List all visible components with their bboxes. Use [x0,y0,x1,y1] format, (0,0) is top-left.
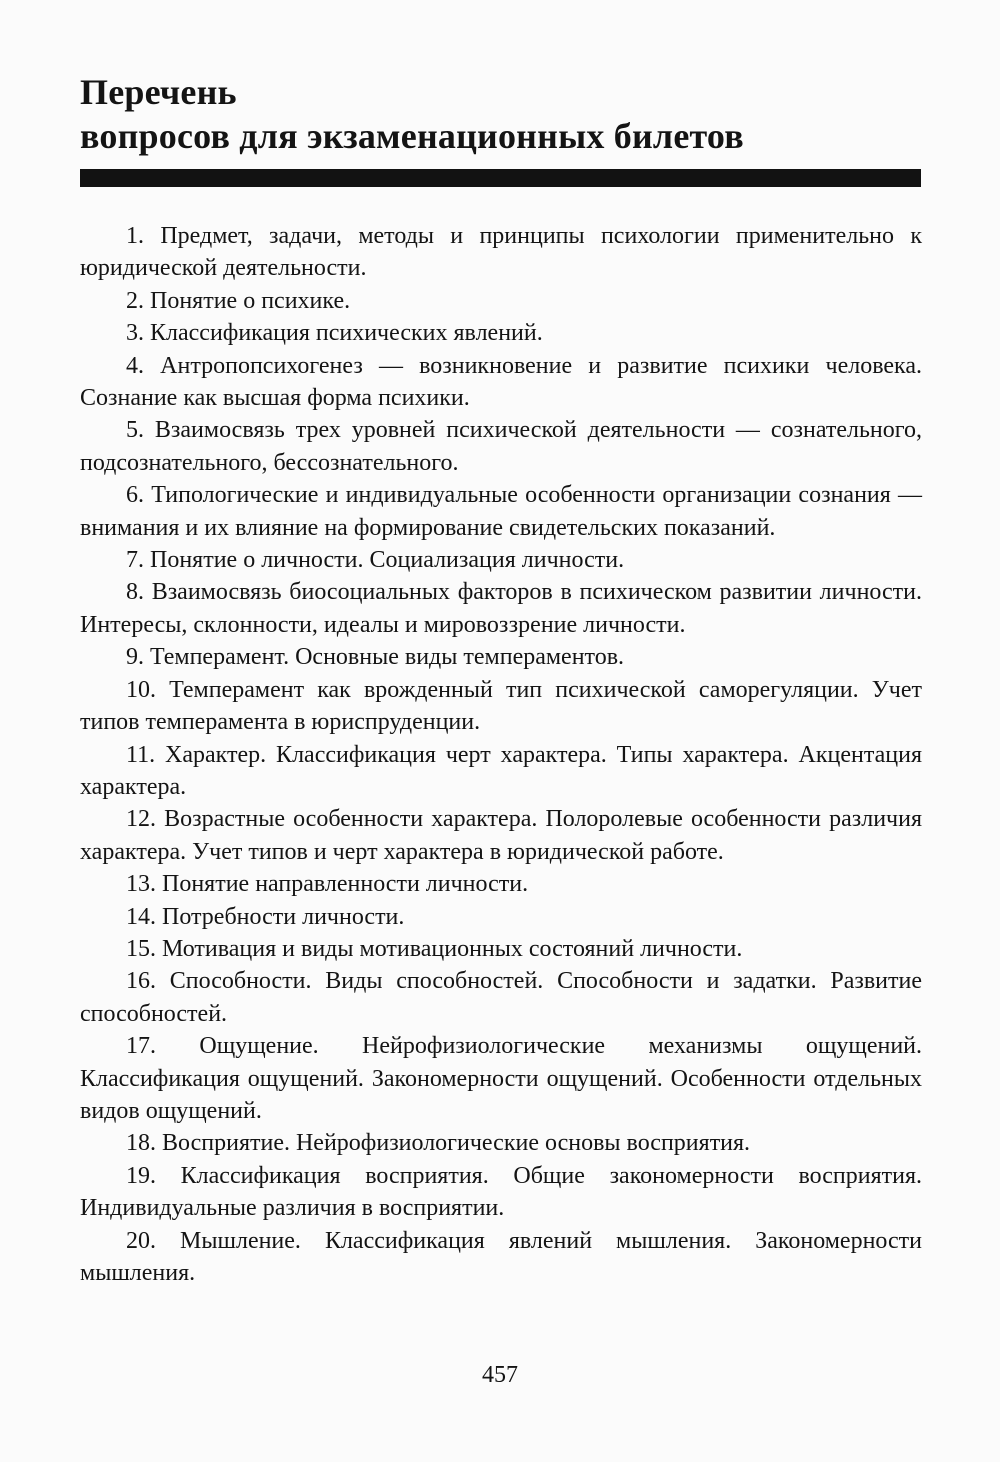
page-title [80,70,920,158]
question-item: 4. Антропопсихогенез — возникновение и развитие психики человека. Сознание как высшая форма психики. [80,352,922,412]
question-item: 15. Мотивация и виды мотивационных состояний личности. [126,935,743,962]
question-item: 1. Предмет, задачи, методы и принципы психологии применительно к юридической деятельности. [80,223,922,282]
question-item: 12. Возрастные особенности характера. Полоролевые особенности различия характера. Учет типов и черт характера в юридической работе. [80,806,922,865]
page-title-line-2: вопросов для экзаменационных билетов [80,116,744,156]
question-item: 2. Понятие о психике. [126,287,351,314]
question-item: 16. Способности. Виды способностей. Способности и задатки. Развитие способностей. [80,968,922,1027]
question-item: 18. Восприятие. Нейрофизиологические основы восприятия. [126,1130,751,1157]
question-item: 8. Взаимосвязь биосоциальных факторов в психическом развитии личности. Интересы, склонности, идеалы и мировоззрение личности. [80,579,922,638]
question-item: 20. Мышление. Классификация явлений мышления. Закономерности мышления. [80,1227,922,1286]
question-item: 9. Темперамент. Основные виды темпераментов. [126,644,625,671]
question-item: 10. Темперамент как врожденный тип психической саморегуляции. Учет типов темперамента в юриспруденции. [80,676,922,736]
question-item: 6. Типологические и индивидуальные особенности организации сознания — внимания и их влияние на формирование свидетельских показаний. [80,482,922,541]
title-divider-bar [80,169,921,187]
question-item: 13. Понятие направленности личности. [126,871,529,898]
question-item: 3. Классификация психических явлений. [126,320,543,347]
question-list [80,220,922,1289]
question-item: 17. Ощущение. Нейрофизиологические механизмы ощущений. Классификация ощущений. Закономерности ощущений. Особенности отдельных видов ощущений. [80,1033,922,1124]
question-item: 7. Понятие о личности. Социализация личности. [126,547,625,574]
page-title-line-1: Перечень [80,72,237,112]
page-number: 457 [482,1362,518,1388]
question-item: 19. Классификация восприятия. Общие закономерности восприятия. Индивидуальные различия в восприятии. [80,1162,922,1222]
question-item: 14. Потребности личности. [126,903,405,930]
question-item: 5. Взаимосвязь трех уровней психической деятельности — сознательного, подсознательного, бессознательного. [80,417,922,476]
question-item: 11. Характер. Классификация черт характера. Типы характера. Акцентация характера. [80,741,922,800]
